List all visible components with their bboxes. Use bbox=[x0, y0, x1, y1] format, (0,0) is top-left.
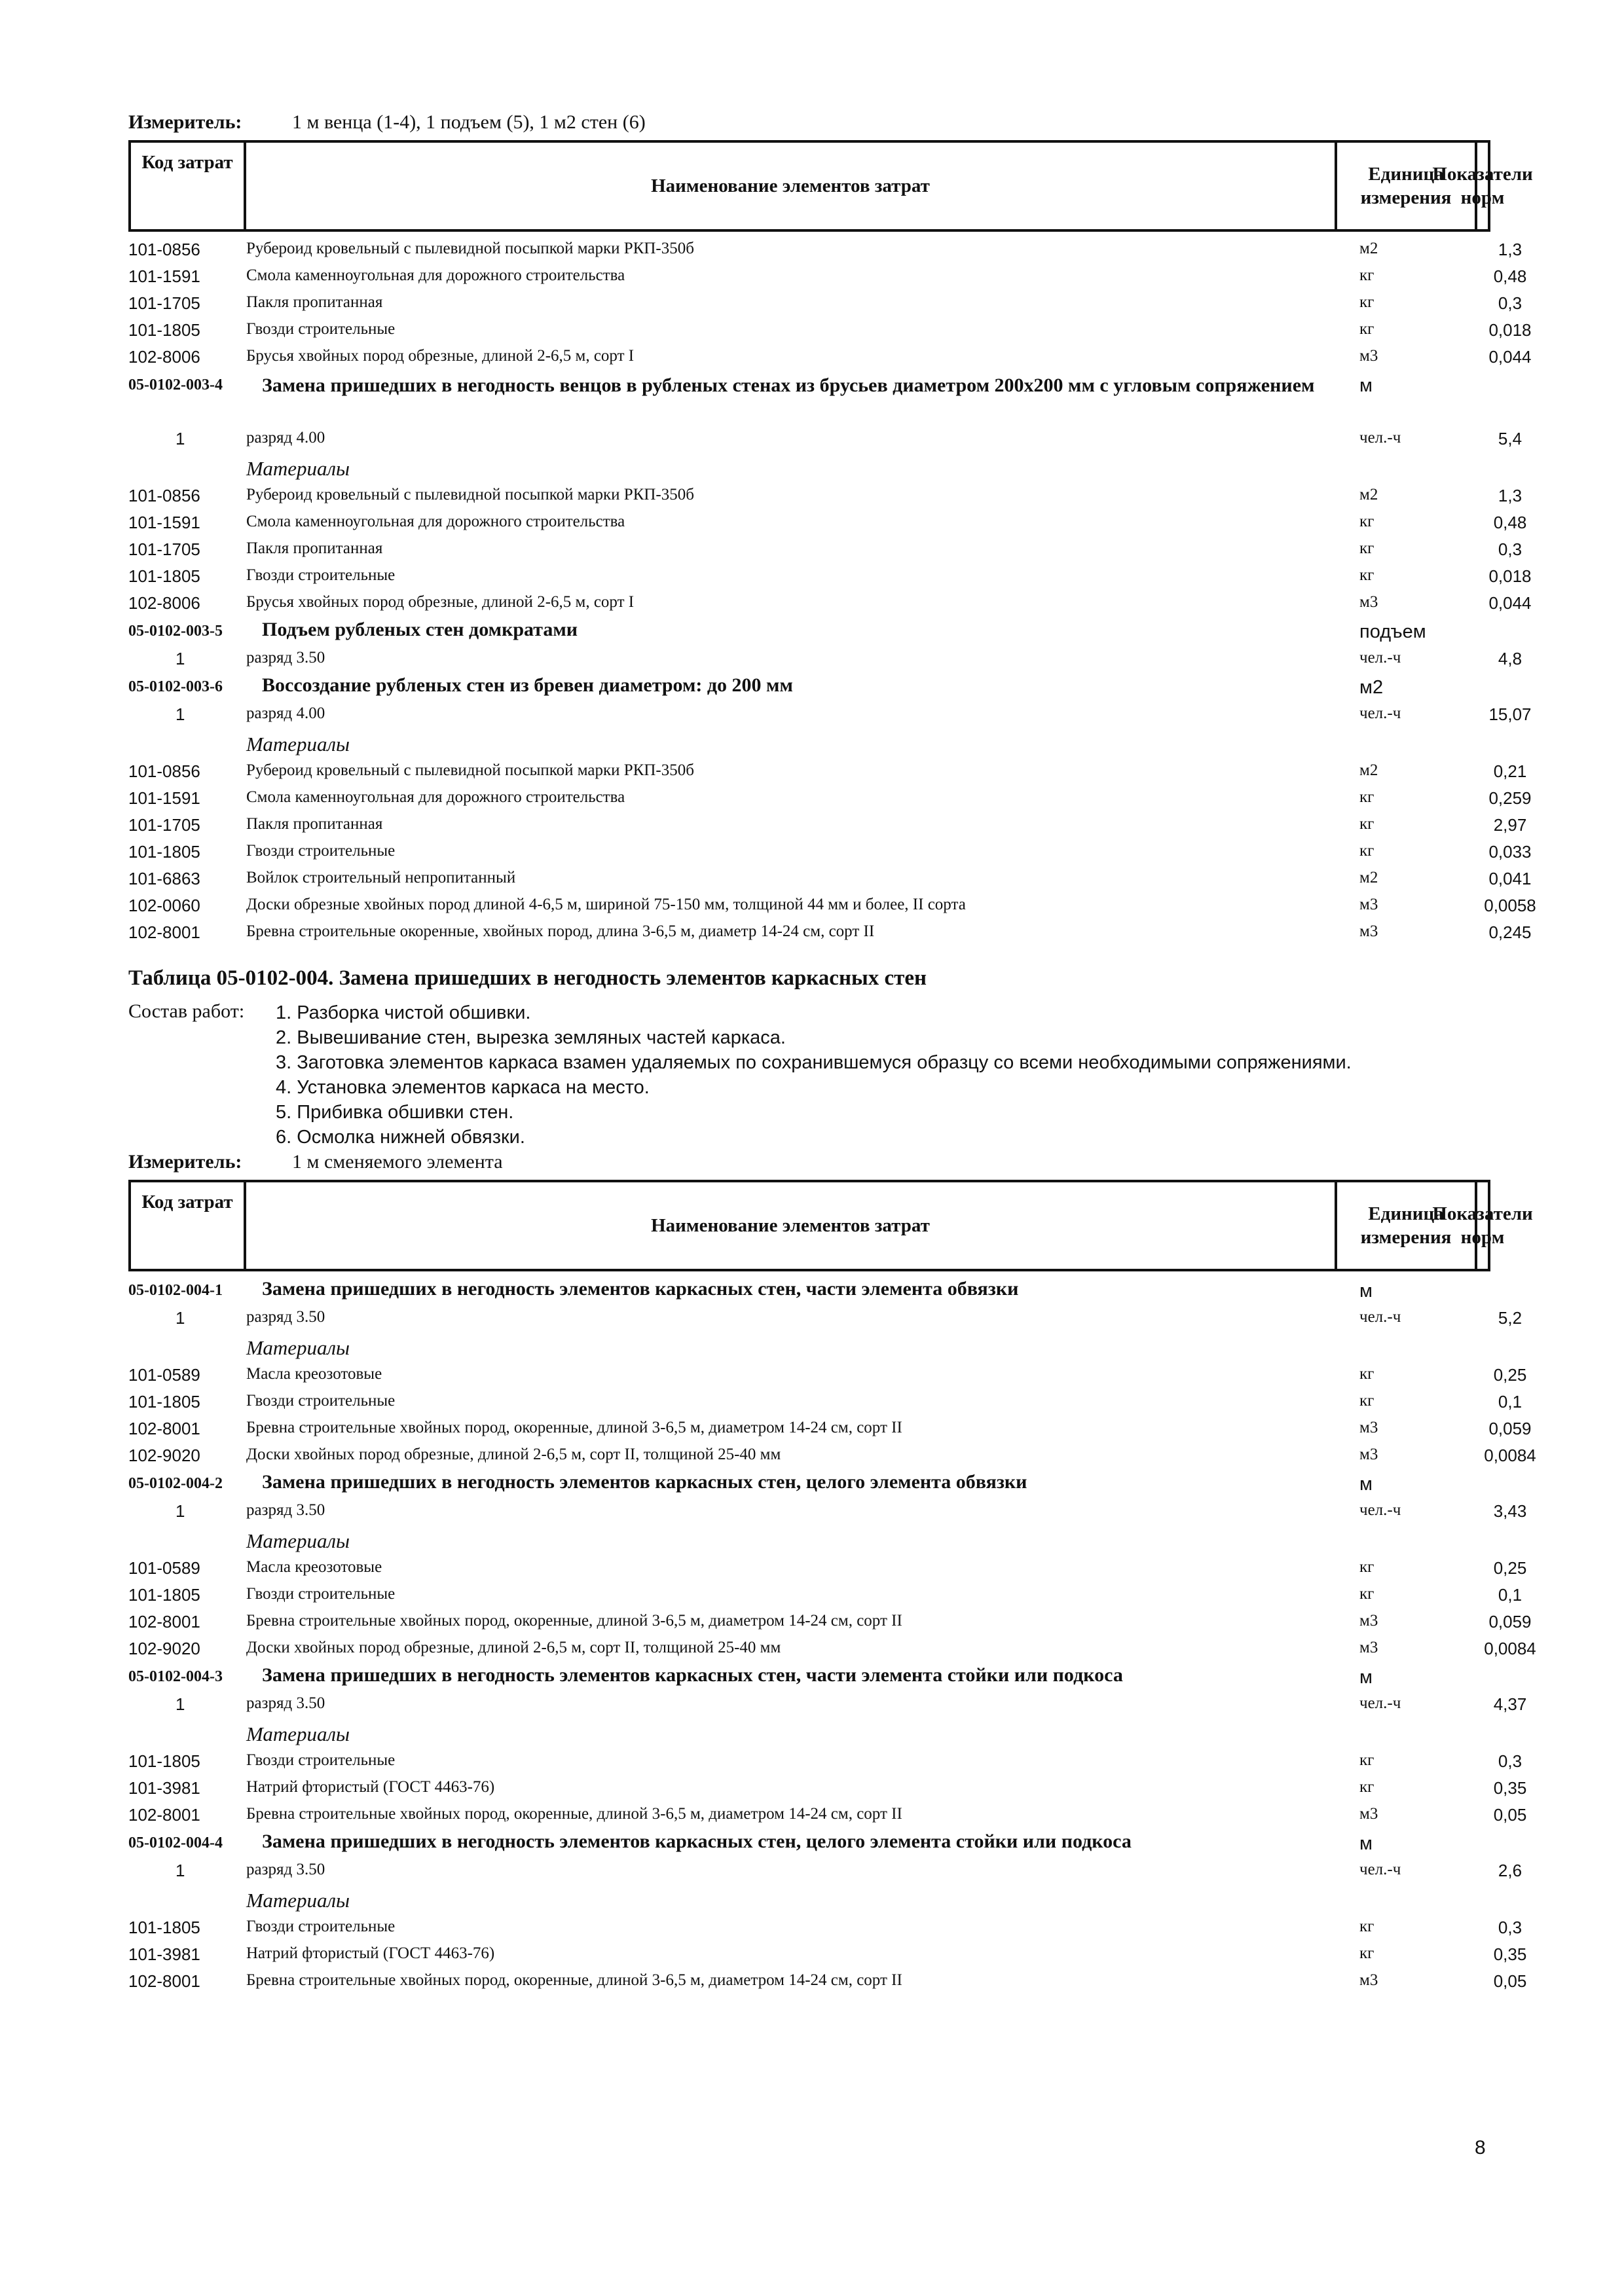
row-unit: кг bbox=[1359, 320, 1375, 338]
row-name: разряд 3.50 bbox=[246, 1308, 325, 1326]
row-code: 1 bbox=[175, 1501, 185, 1521]
table-row bbox=[128, 893, 1536, 920]
meter-line-top bbox=[128, 111, 1497, 140]
materials-subheader bbox=[128, 1719, 1497, 1749]
row-code: 102-8001 bbox=[128, 1419, 200, 1438]
row-unit: м3 bbox=[1359, 1805, 1378, 1823]
table-row bbox=[128, 1915, 1522, 1942]
row-value: 0,25 bbox=[1493, 1558, 1527, 1578]
materials-label: Материалы bbox=[246, 733, 350, 756]
row-unit: чел.-ч bbox=[1359, 649, 1401, 666]
row-value: 0,3 bbox=[1498, 1751, 1522, 1771]
meter-line-2 bbox=[128, 1151, 1497, 1180]
row-name: Масла креозотовые bbox=[246, 1558, 382, 1576]
row-unit: кг bbox=[1359, 1585, 1375, 1603]
row-name: Гвозди строительные bbox=[246, 566, 396, 584]
row-name: Воссоздание рубленых стен из бревен диаметром: до 200 мм bbox=[262, 674, 793, 696]
row-unit: кг bbox=[1359, 1392, 1375, 1410]
labor-row bbox=[128, 1499, 1527, 1525]
row-code: 101-1805 bbox=[128, 320, 200, 340]
work-item-row bbox=[128, 1663, 1497, 1692]
row-unit: кг bbox=[1359, 1778, 1375, 1796]
row-value: 0,35 bbox=[1493, 1944, 1527, 1964]
row-unit: кг bbox=[1359, 539, 1375, 557]
row-code: 102-8006 bbox=[128, 347, 200, 367]
table-row bbox=[128, 1389, 1522, 1416]
row-value: 2,6 bbox=[1498, 1861, 1522, 1880]
row-value: 2,97 bbox=[1493, 815, 1527, 835]
work-step: 3. Заготовка элементов каркаса взамен удаляемых по сохранившемуся образцу со всеми необходимыми сопряжениями. bbox=[276, 1052, 1352, 1073]
table-body-1 bbox=[128, 237, 1536, 947]
row-name: Гвозди строительные bbox=[246, 320, 396, 338]
table-row bbox=[128, 1556, 1527, 1582]
row-value: 0,1 bbox=[1498, 1585, 1522, 1605]
row-code: 101-1591 bbox=[128, 513, 200, 532]
document-page bbox=[128, 111, 1536, 1995]
row-value: 0,3 bbox=[1498, 293, 1522, 313]
table-row bbox=[128, 1582, 1522, 1609]
row-code: 101-1805 bbox=[128, 566, 200, 586]
row-value: 0,059 bbox=[1488, 1419, 1532, 1438]
materials-subheader bbox=[128, 1885, 1497, 1915]
row-name: Рубероид кровельный с пылевидной посыпкой марки РКП-350б bbox=[246, 486, 694, 503]
row-code: 05-0102-004-2 bbox=[128, 1475, 223, 1492]
row-code: 101-0856 bbox=[128, 761, 200, 781]
row-code: 101-0589 bbox=[128, 1365, 200, 1385]
row-unit: м3 bbox=[1359, 1419, 1378, 1436]
row-value: 0,1 bbox=[1498, 1392, 1522, 1412]
row-code: 1 bbox=[175, 704, 185, 724]
meter-value: 1 м сменяемого элемента bbox=[292, 1151, 503, 1173]
row-name: Замена пришедших в негодность венцов в рубленых стенах из брусьев диаметром 200х200 мм с угловым сопряжением bbox=[262, 374, 1315, 396]
row-name: Брусья хвойных пород обрезные, длиной 2-6,5 м, сорт I bbox=[246, 593, 635, 611]
row-value: 5,2 bbox=[1498, 1308, 1522, 1328]
meter-label: Измеритель: bbox=[128, 1151, 242, 1173]
row-value: 0,041 bbox=[1488, 869, 1532, 888]
row-code: 101-1591 bbox=[128, 788, 200, 808]
row-name: Смола каменноугольная для дорожного строительства bbox=[246, 266, 625, 284]
work-item-row bbox=[128, 371, 1497, 426]
header-norm: Показатели норм bbox=[1432, 1203, 1533, 1248]
row-code: 101-1805 bbox=[128, 842, 200, 862]
work-item-row bbox=[128, 1470, 1497, 1499]
row-name: Подъем рубленых стен домкратами bbox=[262, 619, 578, 640]
row-name: Натрий фтористый (ГОСТ 4463-76) bbox=[246, 1778, 495, 1796]
table-row bbox=[128, 1362, 1527, 1389]
meter-label: Измеритель: bbox=[128, 111, 242, 133]
row-name: Рубероид кровельный с пылевидной посыпкой марки РКП-350б bbox=[246, 240, 694, 257]
table-row bbox=[128, 812, 1527, 839]
row-code: 05-0102-004-3 bbox=[128, 1668, 223, 1685]
row-value: 0,48 bbox=[1493, 513, 1527, 532]
row-value: 5,4 bbox=[1498, 429, 1522, 448]
row-value: 0,35 bbox=[1493, 1778, 1527, 1798]
work-composition-label: Состав работ: bbox=[128, 1000, 245, 1022]
row-name: Бревна строительные хвойных пород, окоренные, длиной 3-6,5 м, диаметром 14-24 см, сорт II bbox=[246, 1419, 902, 1436]
table-row bbox=[128, 786, 1532, 812]
labor-row bbox=[128, 426, 1522, 453]
table-row bbox=[128, 1416, 1532, 1443]
row-name: разряд 4.00 bbox=[246, 429, 325, 446]
work-composition-list bbox=[276, 1000, 1352, 1150]
row-code: 101-0856 bbox=[128, 240, 200, 259]
row-value: 4,8 bbox=[1498, 649, 1522, 668]
row-name: Доски хвойных пород обрезные, длиной 2-6,5 м, сорт II, толщиной 25-40 мм bbox=[246, 1639, 781, 1656]
row-code: 101-3981 bbox=[128, 1778, 200, 1798]
row-name: Рубероид кровельный с пылевидной посыпкой марки РКП-350б bbox=[246, 761, 694, 779]
table-row bbox=[128, 510, 1527, 537]
table-row bbox=[128, 1942, 1527, 1969]
table-row bbox=[128, 344, 1532, 371]
row-unit: м bbox=[1359, 1474, 1373, 1495]
row-unit: чел.-ч bbox=[1359, 429, 1401, 446]
row-name: Гвозди строительные bbox=[246, 842, 396, 860]
row-unit: м3 bbox=[1359, 1446, 1378, 1463]
table-row bbox=[128, 264, 1527, 291]
work-step: 5. Прибивка обшивки стен. bbox=[276, 1102, 514, 1123]
row-name: Бревна строительные окоренные, хвойных пород, длина 3-6,5 м, диаметр 14-24 см, сорт II bbox=[246, 922, 875, 940]
row-unit: м2 bbox=[1359, 761, 1378, 779]
row-value: 0,018 bbox=[1488, 320, 1532, 340]
row-name: Бревна строительные хвойных пород, окоренные, длиной 3-6,5 м, диаметром 14-24 см, сорт II bbox=[246, 1612, 902, 1630]
row-value: 0,05 bbox=[1493, 1805, 1527, 1825]
row-unit: кг bbox=[1359, 788, 1375, 806]
table-row bbox=[128, 920, 1532, 947]
materials-label: Материалы bbox=[246, 1529, 350, 1552]
row-code: 101-1805 bbox=[128, 1751, 200, 1771]
work-step: 6. Осмолка нижней обвязки. bbox=[276, 1127, 525, 1148]
row-value: 0,3 bbox=[1498, 539, 1522, 559]
labor-row bbox=[128, 1858, 1522, 1885]
materials-label: Материалы bbox=[246, 1889, 350, 1912]
table-row bbox=[128, 759, 1527, 786]
row-unit: кг bbox=[1359, 513, 1375, 530]
row-code: 102-9020 bbox=[128, 1446, 200, 1465]
row-unit: кг bbox=[1359, 1558, 1375, 1576]
row-value: 0,033 bbox=[1488, 842, 1532, 862]
page-number: 8 bbox=[1475, 2137, 1486, 2159]
table-header-2 bbox=[128, 1180, 1533, 1271]
meter-value: 1 м венца (1-4), 1 подъем (5), 1 м2 стен (6) bbox=[292, 111, 646, 133]
row-name: Гвозди строительные bbox=[246, 1751, 396, 1769]
row-unit: кг bbox=[1359, 1751, 1375, 1769]
row-code: 1 bbox=[175, 1308, 185, 1328]
work-item-row bbox=[128, 673, 1497, 702]
row-unit: кг bbox=[1359, 815, 1375, 833]
row-code: 05-0102-004-4 bbox=[128, 1834, 223, 1851]
labor-row bbox=[128, 646, 1522, 673]
row-value: 4,37 bbox=[1493, 1694, 1527, 1714]
labor-row bbox=[128, 702, 1532, 729]
table-row bbox=[128, 1969, 1527, 1995]
row-unit: подъем bbox=[1359, 621, 1426, 642]
row-code: 05-0102-003-5 bbox=[128, 623, 223, 640]
row-unit: м2 bbox=[1359, 677, 1384, 698]
row-name: Замена пришедших в негодность элементов каркасных стен, части элемента стойки или подкоса bbox=[262, 1664, 1123, 1686]
row-unit: м3 bbox=[1359, 1612, 1378, 1630]
row-value: 0,48 bbox=[1493, 266, 1527, 286]
row-unit: чел.-ч bbox=[1359, 704, 1401, 722]
row-name: разряд 3.50 bbox=[246, 1861, 325, 1878]
row-unit: м bbox=[1359, 1667, 1373, 1688]
row-unit: м3 bbox=[1359, 896, 1378, 913]
row-code: 101-6863 bbox=[128, 869, 200, 888]
row-name: Пакля пропитанная bbox=[246, 815, 383, 833]
row-code: 1 bbox=[175, 649, 185, 668]
row-value: 0,044 bbox=[1488, 593, 1532, 613]
row-code: 05-0102-004-1 bbox=[128, 1282, 223, 1299]
table-row bbox=[128, 1443, 1536, 1470]
row-code: 102-8001 bbox=[128, 1971, 200, 1991]
row-value: 0,259 bbox=[1488, 788, 1532, 808]
row-unit: кг bbox=[1359, 266, 1375, 284]
row-name: разряд 4.00 bbox=[246, 704, 325, 722]
row-code: 05-0102-003-6 bbox=[128, 678, 223, 695]
table-row bbox=[128, 591, 1532, 617]
row-name: Замена пришедших в негодность элементов каркасных стен, целого элемента обвязки bbox=[262, 1471, 1027, 1493]
header-name: Наименование элементов затрат bbox=[246, 143, 1337, 229]
table-body-2 bbox=[128, 1277, 1536, 1995]
row-unit: м3 bbox=[1359, 1971, 1378, 1989]
row-code: 1 bbox=[175, 1694, 185, 1714]
row-code: 101-0856 bbox=[128, 486, 200, 505]
materials-subheader bbox=[128, 1525, 1497, 1556]
labor-row bbox=[128, 1692, 1527, 1719]
row-unit: чел.-ч bbox=[1359, 1501, 1401, 1519]
row-value: 0,21 bbox=[1493, 761, 1527, 781]
row-unit: чел.-ч bbox=[1359, 1861, 1401, 1878]
labor-row bbox=[128, 1305, 1522, 1332]
row-unit: м2 bbox=[1359, 869, 1378, 886]
row-code: 101-1805 bbox=[128, 1918, 200, 1937]
row-name: Доски обрезные хвойных пород длиной 4-6,5 м, шириной 75-150 мм, толщиной 44 мм и более, II сорта bbox=[246, 896, 966, 913]
row-value: 0,0084 bbox=[1484, 1639, 1536, 1658]
row-code: 101-1705 bbox=[128, 539, 200, 559]
table-row bbox=[128, 318, 1532, 344]
row-name: Замена пришедших в негодность элементов каркасных стен, целого элемента стойки или подкоса bbox=[262, 1831, 1132, 1852]
table-row bbox=[128, 1749, 1522, 1776]
table-row bbox=[128, 483, 1522, 510]
row-unit: чел.-ч bbox=[1359, 1694, 1401, 1712]
row-name: Гвозди строительные bbox=[246, 1585, 396, 1603]
row-unit: кг bbox=[1359, 566, 1375, 584]
row-value: 0,245 bbox=[1488, 922, 1532, 942]
row-unit: кг bbox=[1359, 842, 1375, 860]
materials-label: Материалы bbox=[246, 1336, 350, 1359]
row-code: 101-1705 bbox=[128, 815, 200, 835]
row-unit: кг bbox=[1359, 1944, 1375, 1962]
row-name: Бревна строительные хвойных пород, окоренные, длиной 3-6,5 м, диаметром 14-24 см, сорт II bbox=[246, 1805, 902, 1823]
materials-subheader bbox=[128, 729, 1497, 759]
row-value: 15,07 bbox=[1488, 704, 1532, 724]
row-name: Масла креозотовые bbox=[246, 1365, 382, 1383]
row-code: 1 bbox=[175, 1861, 185, 1880]
row-code: 101-1705 bbox=[128, 293, 200, 313]
work-composition bbox=[128, 1000, 1497, 1151]
row-value: 0,0084 bbox=[1484, 1446, 1536, 1465]
row-code: 101-1805 bbox=[128, 1392, 200, 1412]
row-name: Смола каменноугольная для дорожного строительства bbox=[246, 788, 625, 806]
row-code: 101-0589 bbox=[128, 1558, 200, 1578]
row-unit: кг bbox=[1359, 293, 1375, 311]
work-item-row bbox=[128, 617, 1497, 646]
table-header-1 bbox=[128, 140, 1533, 232]
table-row bbox=[128, 1776, 1527, 1802]
materials-label: Материалы bbox=[246, 457, 350, 480]
work-step: 4. Установка элементов каркаса на место. bbox=[276, 1077, 650, 1098]
work-step: 1. Разборка чистой обшивки. bbox=[276, 1002, 531, 1023]
row-unit: м bbox=[1359, 375, 1373, 396]
row-name: Пакля пропитанная bbox=[246, 293, 383, 311]
row-unit: м3 bbox=[1359, 922, 1378, 940]
row-value: 0,25 bbox=[1493, 1365, 1527, 1385]
row-unit: м bbox=[1359, 1281, 1373, 1302]
table-row bbox=[128, 866, 1532, 893]
table-row bbox=[128, 1636, 1536, 1663]
row-code: 101-3981 bbox=[128, 1944, 200, 1964]
materials-subheader bbox=[128, 453, 1497, 483]
header-unit: Единица измерения bbox=[1337, 1182, 1477, 1269]
table-row bbox=[128, 1802, 1527, 1829]
row-code: 102-8001 bbox=[128, 922, 200, 942]
row-unit: кг bbox=[1359, 1365, 1375, 1383]
table-title: Таблица 05-0102-004. Замена пришедших в негодность элементов каркасных стен bbox=[128, 966, 927, 990]
row-unit: м2 bbox=[1359, 240, 1378, 257]
row-code: 102-8006 bbox=[128, 593, 200, 613]
row-value: 3,43 bbox=[1493, 1501, 1527, 1521]
table-row bbox=[128, 839, 1532, 866]
row-value: 1,3 bbox=[1498, 240, 1522, 259]
row-code: 101-1591 bbox=[128, 266, 200, 286]
row-name: Гвозди строительные bbox=[246, 1392, 396, 1410]
row-code: 1 bbox=[175, 429, 185, 448]
table-row bbox=[128, 237, 1522, 264]
row-unit: м3 bbox=[1359, 347, 1378, 365]
row-name: Пакля пропитанная bbox=[246, 539, 383, 557]
row-name: разряд 3.50 bbox=[246, 1694, 325, 1712]
work-item-row bbox=[128, 1277, 1497, 1305]
row-code: 102-0060 bbox=[128, 896, 200, 915]
row-unit: чел.-ч bbox=[1359, 1308, 1401, 1326]
row-name: Войлок строительный непропитанный bbox=[246, 869, 516, 886]
header-norm: Показатели норм bbox=[1432, 164, 1533, 208]
row-name: Бревна строительные хвойных пород, окоренные, длиной 3-6,5 м, диаметром 14-24 см, сорт II bbox=[246, 1971, 902, 1989]
row-value: 0,044 bbox=[1488, 347, 1532, 367]
row-unit: м3 bbox=[1359, 593, 1378, 611]
row-code: 102-8001 bbox=[128, 1805, 200, 1825]
table-row bbox=[128, 291, 1522, 318]
row-name: Замена пришедших в негодность элементов каркасных стен, части элемента обвязки bbox=[262, 1278, 1019, 1300]
row-unit: кг bbox=[1359, 1918, 1375, 1935]
row-value: 0,059 bbox=[1488, 1612, 1532, 1631]
row-name: разряд 3.50 bbox=[246, 1501, 325, 1519]
row-value: 0,3 bbox=[1498, 1918, 1522, 1937]
row-name: Доски хвойных пород обрезные, длиной 2-6,5 м, сорт II, толщиной 25-40 мм bbox=[246, 1446, 781, 1463]
table-row bbox=[128, 1609, 1532, 1636]
row-name: Натрий фтористый (ГОСТ 4463-76) bbox=[246, 1944, 495, 1962]
header-code: Код затрат bbox=[131, 143, 246, 229]
row-value: 1,3 bbox=[1498, 486, 1522, 505]
row-unit: м bbox=[1359, 1833, 1373, 1854]
work-item-row bbox=[128, 1829, 1497, 1858]
work-step: 2. Вывешивание стен, вырезка земляных частей каркаса. bbox=[276, 1027, 786, 1048]
row-name: Гвозди строительные bbox=[246, 1918, 396, 1935]
table-row bbox=[128, 537, 1522, 564]
materials-subheader bbox=[128, 1332, 1497, 1362]
header-unit: Единица измерения bbox=[1337, 143, 1477, 229]
row-code: 102-8001 bbox=[128, 1612, 200, 1631]
header-code: Код затрат bbox=[131, 1182, 246, 1269]
row-name: Смола каменноугольная для дорожного строительства bbox=[246, 513, 625, 530]
row-code: 05-0102-003-4 bbox=[128, 376, 223, 393]
row-name: разряд 3.50 bbox=[246, 649, 325, 666]
row-unit: м3 bbox=[1359, 1639, 1378, 1656]
row-unit: м2 bbox=[1359, 486, 1378, 503]
row-value: 0,0058 bbox=[1484, 896, 1536, 915]
row-code: 101-1805 bbox=[128, 1585, 200, 1605]
row-code: 102-9020 bbox=[128, 1639, 200, 1658]
header-name: Наименование элементов затрат bbox=[246, 1182, 1337, 1269]
materials-label: Материалы bbox=[246, 1722, 350, 1745]
row-name: Брусья хвойных пород обрезные, длиной 2-6,5 м, сорт I bbox=[246, 347, 635, 365]
row-value: 0,018 bbox=[1488, 566, 1532, 586]
row-value: 0,05 bbox=[1493, 1971, 1527, 1991]
table-row bbox=[128, 564, 1532, 591]
